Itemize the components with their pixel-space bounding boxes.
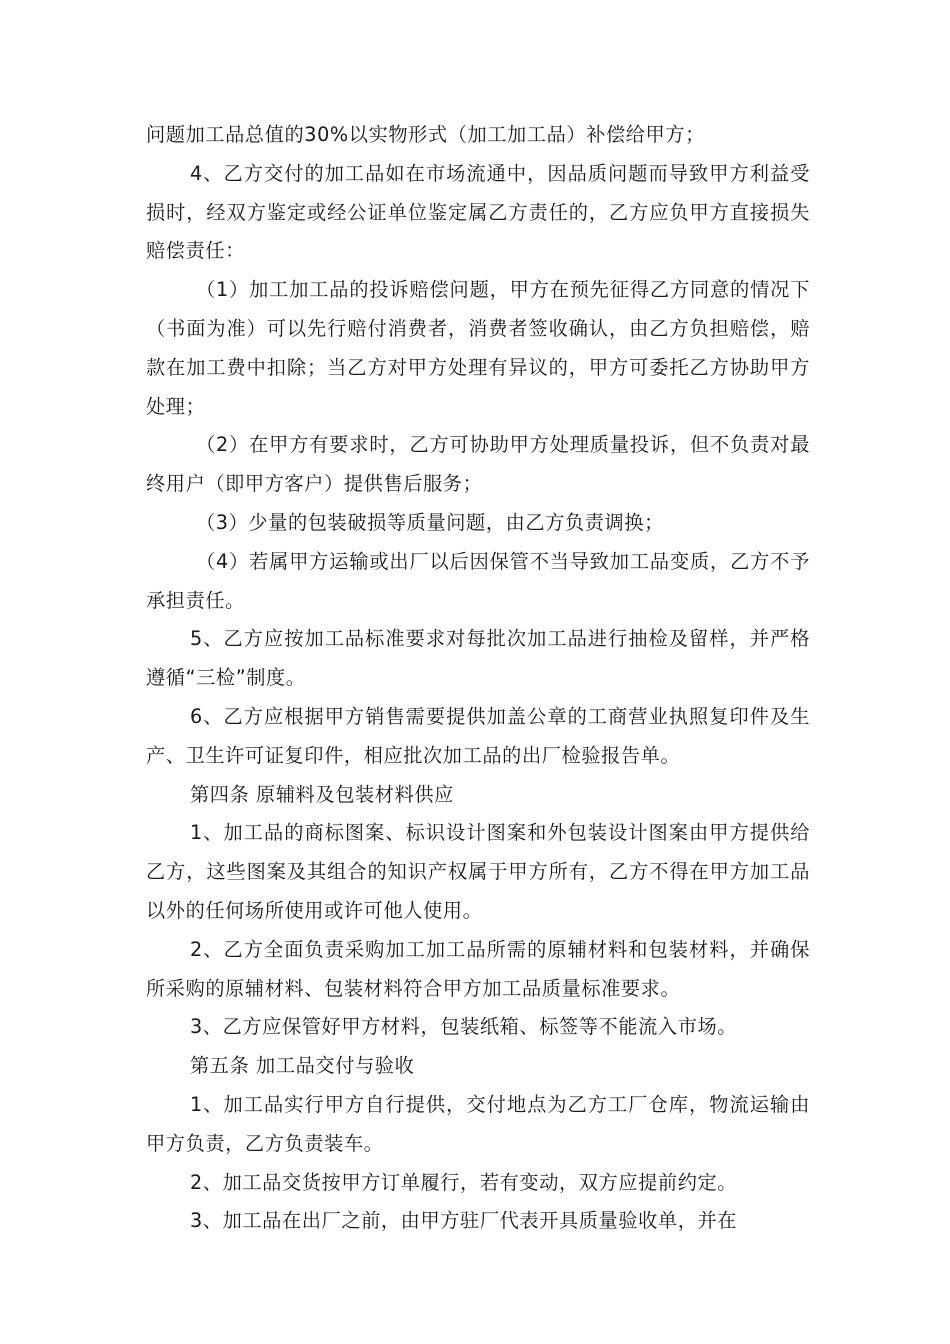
paragraph-continuation: 问题加工品总值的30%以实物形式（加工加工品）补偿给甲方； [146,123,705,146]
paragraph-article5-item-3: 3、加工品在出厂之前，由甲方驻厂代表开具质量验收单，并在 [190,1209,738,1233]
paragraph-item-5: 5、乙方应按加工品标准要求对每批次加工品进行抽检及留样，并严格遵循“三检”制度。 [146,627,810,690]
paragraph-subitem-2: （2）在甲方有要求时，乙方可协助甲方处理质量投诉，但不负责对最终用户（即甲方客户）提供售后服务； [146,433,810,496]
paragraph-article5-item-1: 1、加工品实行甲方自行提供，交付地点为乙方工厂仓库，物流运输由甲方负责，乙方负责装车。 [146,1092,810,1155]
paragraph-item-6: 6、乙方应根据甲方销售需要提供加盖公章的工商营业执照复印件及生产、卫生许可证复印件，相应批次加工品的出厂检验报告单。 [146,704,810,767]
paragraph-article5-item-2: 2、加工品交货按甲方订单履行，若有变动，双方应提前约定。 [190,1170,738,1194]
paragraph-article4-item-1: 1、加工品的商标图案、标识设计图案和外包装设计图案由甲方提供给乙方，这些图案及其组合的知识产权属于甲方所有，乙方不得在甲方加工品以外的任何场所使用或许可他人使用。 [146,821,810,922]
paragraph-subitem-4: （4）若属甲方运输或出厂以后因保管不当导致加工品变质，乙方不予承担责任。 [146,549,810,612]
document-body [146,116,810,1241]
section-heading-article-4: 第四条 原辅料及包装材料供应 [190,782,454,806]
paragraph-subitem-1: （1）加工加工品的投诉赔偿问题，甲方在预先征得乙方同意的情况下（书面为准）可以先行赔付消费者，消费者签收确认，由乙方负担赔偿，赔款在加工费中扣除；当乙方对甲方处理有异议的，甲方可委托乙方协助甲方处理； [146,278,810,418]
paragraph-item-4: 4、乙方交付的加工品如在市场流通中，因品质问题而导致甲方利益受损时，经双方鉴定或经公证单位鉴定属乙方责任的，乙方应负甲方直接损失赔偿责任： [146,161,810,263]
paragraph-article4-item-2: 2、乙方全面负责采购加工加工品所需的原辅材料和包装材料，并确保所采购的原辅材料、包装材料符合甲方加工品质量标准要求。 [146,937,810,1000]
section-heading-article-5: 第五条 加工品交付与验收 [190,1054,415,1078]
paragraph-article4-item-3: 3、乙方应保管好甲方材料，包装纸箱、标签等不能流入市场。 [190,1015,738,1039]
paragraph-subitem-3: （3）少量的包装破损等质量问题，由乙方负责调换； [196,510,664,534]
